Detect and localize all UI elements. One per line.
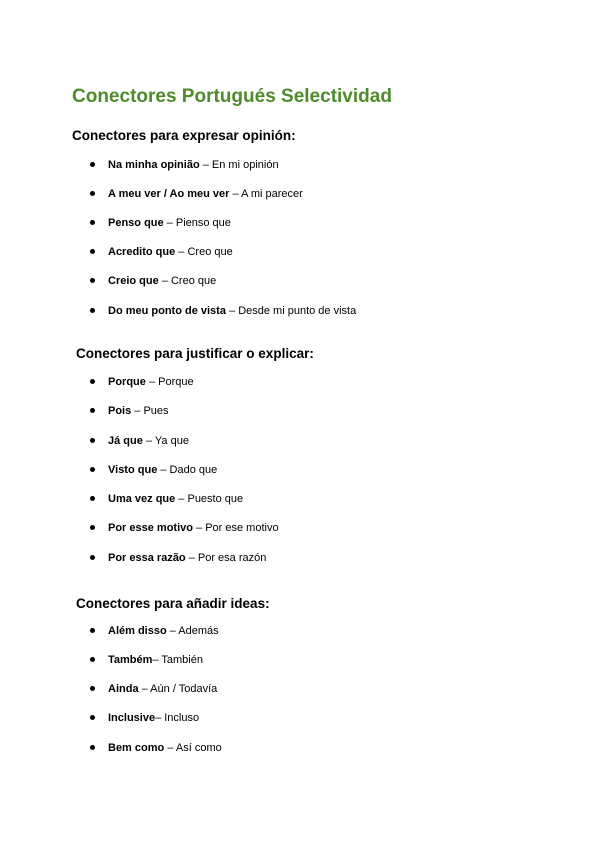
- page-title: Conectores Portugués Selectividad: [72, 86, 392, 107]
- portuguese-term: A meu ver / Ao meu ver: [108, 188, 230, 200]
- bullet-icon: [90, 525, 95, 530]
- portuguese-term: Além disso: [108, 625, 167, 637]
- bullet-icon: [90, 278, 95, 283]
- bullet-icon: [90, 745, 95, 750]
- portuguese-term: Uma vez que: [108, 493, 176, 505]
- spanish-translation: – En mi opinión: [199, 159, 279, 171]
- section-heading: Conectores para justificar o explicar:: [76, 346, 314, 361]
- spanish-translation: – Así como: [164, 742, 222, 754]
- bullet-icon: [90, 220, 95, 225]
- spanish-translation: – Desde mi punto de vista: [225, 305, 357, 317]
- portuguese-term: Também: [108, 654, 153, 666]
- portuguese-term: Acredito que: [108, 246, 176, 258]
- spanish-translation: – Dado que: [157, 464, 218, 476]
- bullet-icon: [90, 628, 95, 633]
- spanish-translation: – Por ese motivo: [192, 522, 279, 534]
- spanish-translation: – Puesto que: [175, 493, 244, 505]
- portuguese-term: Porque: [108, 376, 146, 388]
- portuguese-term: Visto que: [108, 464, 158, 476]
- bullet-icon: [90, 162, 95, 167]
- bullet-icon: [90, 467, 95, 472]
- spanish-translation: – Creo que: [158, 275, 217, 287]
- bullet-icon: [90, 657, 95, 662]
- spanish-translation: – Pienso que: [163, 217, 231, 229]
- spanish-translation: – Pues: [131, 405, 169, 417]
- bullet-icon: [90, 249, 95, 254]
- bullet-icon: [90, 715, 95, 720]
- spanish-translation: – Porque: [145, 376, 194, 388]
- bullet-icon: [90, 408, 95, 413]
- portuguese-term: Do meu ponto de vista: [108, 305, 226, 317]
- spanish-translation: – Además: [166, 625, 219, 637]
- spanish-translation: – Aún / Todavía: [138, 683, 218, 695]
- bullet-icon: [90, 308, 95, 313]
- portuguese-term: Inclusive: [108, 712, 156, 724]
- bullet-icon: [90, 686, 95, 691]
- portuguese-term: Penso que: [108, 217, 164, 229]
- bullet-icon: [90, 191, 95, 196]
- spanish-translation: – A mi parecer: [229, 188, 303, 200]
- portuguese-term: Creio que: [108, 275, 159, 287]
- bullet-icon: [90, 555, 95, 560]
- spanish-translation: – También: [152, 654, 203, 666]
- spanish-translation: – Creo que: [175, 246, 233, 258]
- bullet-icon: [90, 438, 95, 443]
- section-heading: Conectores para añadir ideas:: [76, 596, 270, 611]
- portuguese-term: Por esse motivo: [108, 522, 193, 534]
- spanish-translation: – Ya que: [142, 435, 189, 447]
- portuguese-term: Bem como: [108, 742, 165, 754]
- bullet-icon: [90, 496, 95, 501]
- portuguese-term: Na minha opinião: [108, 159, 200, 171]
- section-heading: Conectores para expresar opinión:: [72, 128, 296, 143]
- portuguese-term: Pois: [108, 405, 132, 417]
- portuguese-term: Por essa razão: [108, 552, 186, 564]
- spanish-translation: – Por esa razón: [185, 552, 267, 564]
- bullet-icon: [90, 379, 95, 384]
- spanish-translation: – Incluso: [155, 712, 200, 724]
- portuguese-term: Já que: [108, 435, 143, 447]
- portuguese-term: Ainda: [108, 683, 139, 695]
